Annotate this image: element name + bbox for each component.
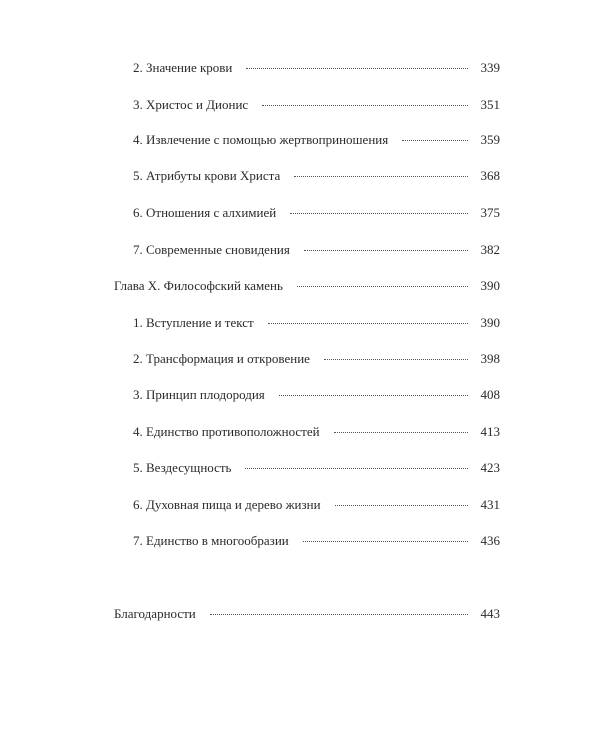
toc-entry-page: 408 [480, 387, 500, 402]
dot-leader [294, 176, 468, 177]
toc-entry-label: 3. Принцип плодородия [133, 387, 265, 402]
toc-entry-label: 6. Отношения с алхимией [133, 205, 277, 220]
toc-entry [133, 168, 500, 184]
toc-entry-label: 7. Современные сновидения [133, 242, 290, 257]
toc-entry-page: 382 [480, 242, 500, 257]
toc-entry-page: 375 [480, 205, 500, 220]
toc-entry [133, 424, 500, 440]
toc-entry [133, 497, 500, 513]
dot-leader [246, 68, 468, 69]
toc-entry-page: 359 [480, 132, 500, 147]
toc-entry [133, 242, 500, 258]
toc-entry-page: 436 [480, 533, 500, 548]
dot-leader [210, 614, 468, 615]
toc-entry-label: 2. Значение крови [133, 60, 233, 75]
toc-entry-label: 7. Единство в многообразии [133, 533, 289, 548]
dot-leader [290, 213, 468, 214]
dot-leader [335, 505, 468, 506]
toc-entry-page: 390 [480, 278, 500, 293]
toc-backmatter-entry [114, 606, 500, 622]
toc-entry [133, 132, 500, 148]
toc-entry [133, 460, 500, 476]
toc-entry [133, 387, 500, 403]
toc-entry-page: 339 [480, 60, 500, 75]
dot-leader [324, 359, 468, 360]
toc-entry-page: 368 [480, 168, 500, 183]
toc-entry-page: 423 [480, 460, 500, 475]
toc-entry-page: 351 [480, 97, 500, 112]
toc-chapter-entry [114, 278, 500, 294]
toc-entry-label: 5. Атрибуты крови Христа [133, 168, 281, 183]
toc-entry [133, 315, 500, 331]
dot-leader [297, 286, 468, 287]
toc-entry-page: 413 [480, 424, 500, 439]
toc-entry-page: 443 [480, 606, 500, 621]
dot-leader [303, 541, 468, 542]
toc-entry [133, 351, 500, 367]
toc-entry [133, 205, 500, 221]
dot-leader [262, 105, 468, 106]
toc-entry-page: 431 [480, 497, 500, 512]
toc-entry-label: 4. Единство противоположностей [133, 424, 320, 439]
dot-leader [402, 140, 468, 141]
dot-leader [268, 323, 468, 324]
toc-entry-label: 4. Извлечение с помощью жертвоприношения [133, 132, 389, 147]
toc-entry [133, 533, 500, 549]
toc-entry-label: 1. Вступление и текст [133, 315, 254, 330]
toc-entry-page: 390 [480, 315, 500, 330]
toc-entry-page: 398 [480, 351, 500, 366]
dot-leader [279, 395, 468, 396]
toc-entry [133, 97, 500, 113]
toc-entry-label: 5. Вездесущность [133, 460, 232, 475]
toc-entry-label: Глава X. Философский камень [114, 278, 283, 293]
dot-leader [245, 468, 468, 469]
toc-entry-label: Благодарности [114, 606, 196, 621]
toc-entry-label: 3. Христос и Дионис [133, 97, 249, 112]
toc-entry-label: 2. Трансформация и откровение [133, 351, 310, 366]
toc-entry [133, 60, 500, 76]
dot-leader [334, 432, 468, 433]
toc-entry-label: 6. Духовная пища и дерево жизни [133, 497, 321, 512]
dot-leader [304, 250, 468, 251]
